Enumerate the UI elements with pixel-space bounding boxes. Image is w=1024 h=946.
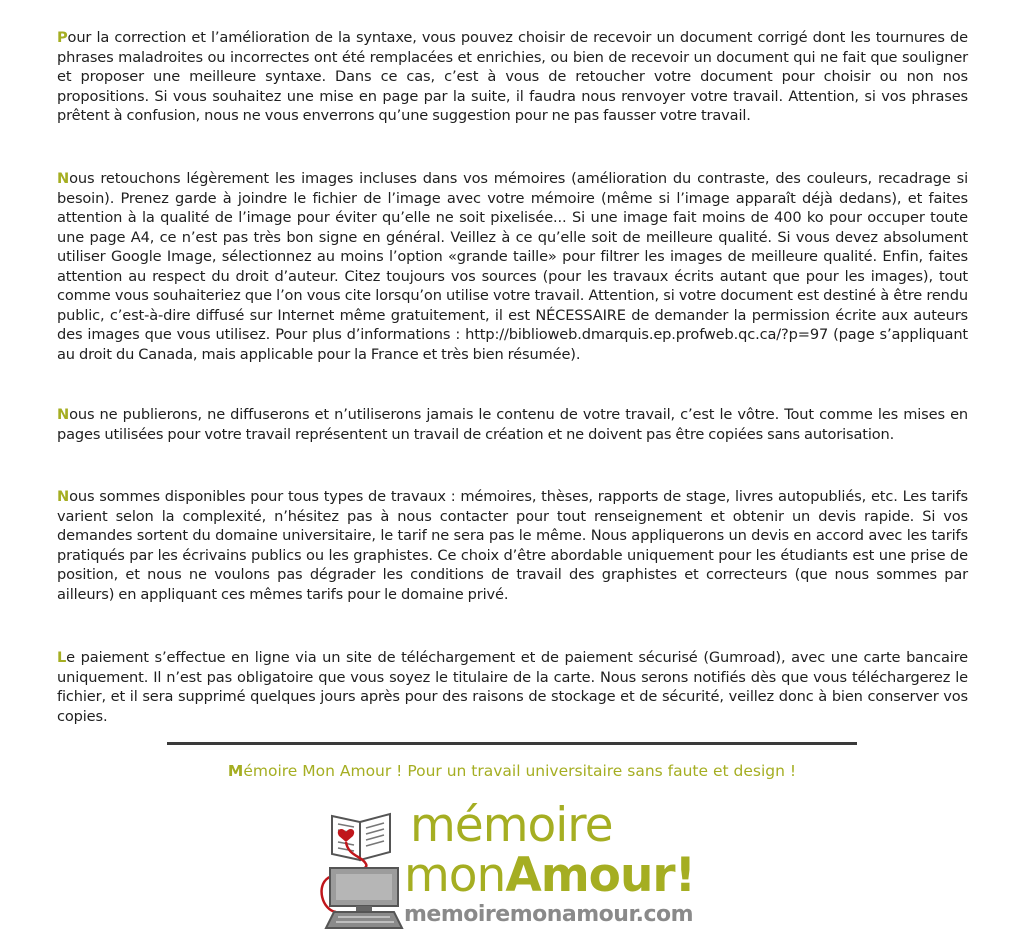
paragraph-text: e paiement s’effectue en ligne via un site de téléchargement et de paiement sécurisé (Gumroad), avec une carte bancaire uniquement. Il n’est pas obligatoire que vous soyez le titulaire de la carte. Nous serons notifiés dès que vous téléchargerez le fichier, et il sera supprimé quelques jours après pour des raisons de stockage et de sécurité, veillez donc à bien conserver vos copies. (57, 649, 968, 725)
logo-word-memoire: mémoire (410, 798, 613, 853)
paragraph-pricing (57, 487, 968, 604)
logo-word-mon: mon (404, 848, 506, 903)
drop-initial: N (57, 170, 70, 187)
drop-initial: N (57, 406, 70, 423)
drop-initial: N (57, 488, 70, 505)
drop-initial: L (57, 649, 67, 666)
paragraph-text: our la correction et l’amélioration de la syntaxe, vous pouvez choisir de recevoir un document corrigé dont les tournures de phrases maladroites ou incorrectes ont été remplacées et enrichies, ou bien de recevoir un document qui ne fait que souligner et proposer une meilleure syntaxe. Dans ce cas, c’est à vous de retoucher votre document pour choisir ou non nos propositions. Si vous souhaitez une mise en page par la suite, il faudra nous renvoyer votre travail. Attention, si vos phrases prêtent à confusion, nous ne vous enverrons qu’une suggestion pour ne pas fausser votre travail. (57, 29, 968, 124)
paragraph-text: ous ne publierons, ne diffuserons et n’utiliserons jamais le contenu de votre travail, c’est le vôtre. Tout comme les mises en pages utilisées pour votre travail représentent un travail de création et ne doivent pas être copiées sans autorisation. (57, 406, 968, 443)
paragraph-images (57, 169, 968, 364)
paragraph-text: ous sommes disponibles pour tous types de travaux : mémoires, thèses, rapports de stage, livres autopubliés, etc. Les tarifs varient selon la complexité, n’hésitez pas à nous contacter pour tout renseignement et obtenir un devis rapide. Si vos demandes sortent du domaine universitaire, le tarif ne sera pas le même. Nous appliquerons un devis en accord avec les tarifs pratiqués par les écrivains publics ou les graphistes. Ce choix d’être abordable uniquement pour les étudiants est une prise de position, et nous ne voulons pas dégrader les conditions de travail des graphistes et correcteurs (que nous sommes par ailleurs) en appliquant ces mêmes tarifs pour le domaine privé. (57, 488, 968, 603)
tagline-initial: M (227, 762, 244, 780)
paragraph-payment (57, 648, 968, 726)
logo-word-mon-amour (404, 850, 695, 902)
tagline (0, 762, 1024, 780)
logo-word-amour: Amour! (505, 848, 696, 903)
paragraph-syntax-correction (57, 28, 968, 126)
drop-initial: P (57, 29, 68, 46)
paragraph-confidentiality (57, 405, 968, 444)
section-divider (167, 742, 857, 745)
tagline-text: émoire Mon Amour ! Pour un travail universitaire sans faute et design ! (243, 762, 797, 780)
logo-url: memoiremonamour.com (404, 902, 694, 927)
paragraph-text: ous retouchons légèrement les images incluses dans vos mémoires (amélioration du contraste, des couleurs, recadrage si besoin). Prenez garde à joindre le fichier de l’image avec votre mémoire (même si l’image apparaît déjà dedans), et faites attention à la qualité de l’image pour éviter qu’elle ne soit pixelisée... Si une image fait moins de 400 ko pour occuper toute une page A4, ce n’est pas très bon signe en général. Veillez à ce qu’elle soit de meilleure qualité. Si vous devez absolument utiliser Google Image, sélectionnez au moins l’option «grande taille» pour filtrer les images de meilleure qualité. Enfin, faites attention au respect du droit d’auteur. Citez toujours vos sources (pour les travaux écrits autant que pour les images), tout comme vous souhaiteriez que l’on vous cite lorsqu’on utilise votre travail. Attention, si votre document est destiné à être rendu public, c’est-à-dire diffusé sur Internet même gratuitement, il est NÉCESSAIRE de demander la permission écrite aux auteurs des images que vous utilisez. Pour plus d’informations : http://biblioweb.dmarquis.ep.profweb.qc.ca/?p=97 (page s’appliquant au droit du Canada, mais applicable pour la France et très bien résumée). (57, 170, 968, 363)
book-computer-heart-icon (318, 806, 408, 936)
brand-logo (318, 798, 718, 936)
